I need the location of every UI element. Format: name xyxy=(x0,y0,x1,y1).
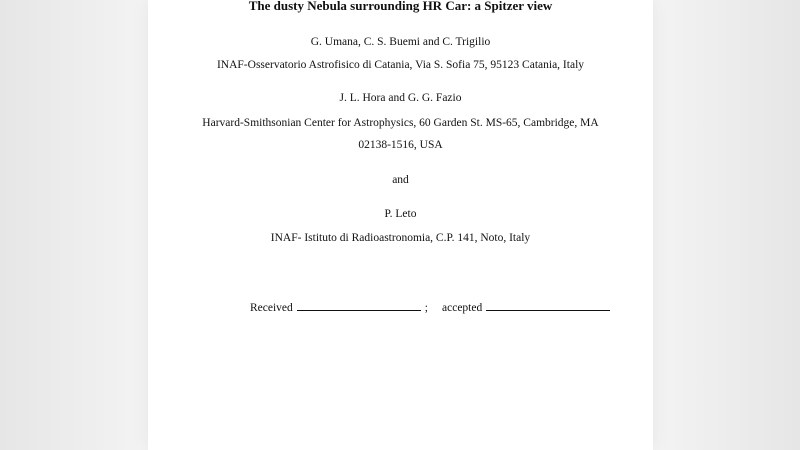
accepted-label: accepted xyxy=(442,302,483,314)
conjunction-and: and xyxy=(392,174,409,186)
accepted-blank-line xyxy=(486,300,610,311)
authors-group-2: J. L. Hora and G. G. Fazio xyxy=(339,92,462,104)
affiliation-2-line-2: 02138-1516, USA xyxy=(358,139,443,151)
separator: ; xyxy=(424,302,428,314)
paper-title: The dusty Nebula surrounding HR Car: a Spitzer view xyxy=(248,0,553,13)
received-accepted-row xyxy=(250,300,610,314)
authors-group-1: G. Umana, C. S. Buemi and C. Trigilio xyxy=(310,36,491,48)
paper-page xyxy=(148,0,653,450)
affiliation-2-line-1: Harvard-Smithsonian Center for Astrophysics, 60 Garden St. MS-65, Cambridge, MA xyxy=(202,117,599,129)
affiliation-1: INAF-Osservatorio Astrofisico di Catania, Via S. Sofia 75, 95123 Catania, Italy xyxy=(216,59,585,71)
affiliation-3: INAF- Istituto di Radioastronomia, C.P. 141, Noto, Italy xyxy=(270,232,531,244)
authors-group-3: P. Leto xyxy=(384,208,417,220)
received-label: Received xyxy=(250,302,293,314)
received-blank-line xyxy=(297,300,421,311)
